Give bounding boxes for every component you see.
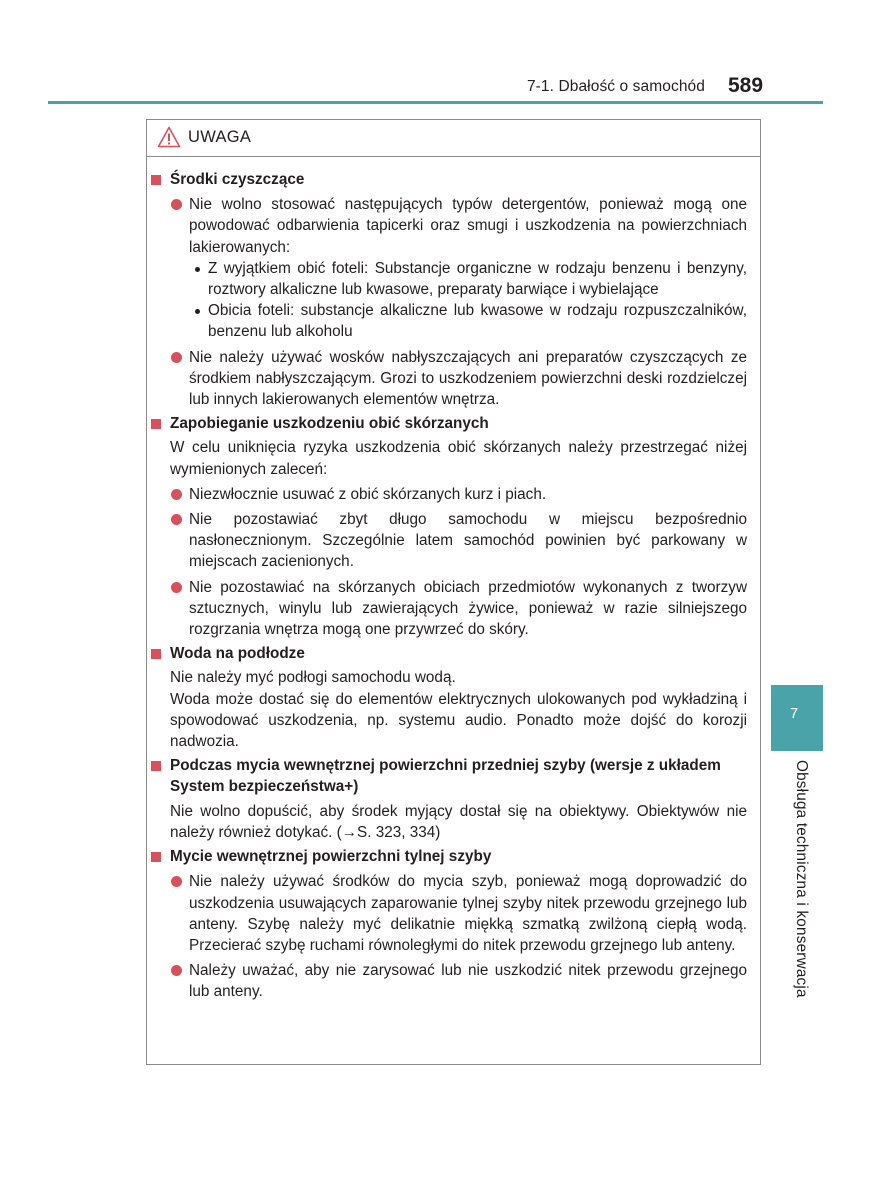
sub-list-item xyxy=(151,258,747,300)
section-heading-text: Zapobieganie uszkodzeniu obić skórzanych xyxy=(170,415,489,433)
small-bullet-icon xyxy=(195,267,200,272)
paragraph: W celu uniknięcia ryzyka uszkodzenia obić skórzanych należy przestrzegać niżej wymienionych zaleceń: xyxy=(170,439,747,478)
small-bullet-icon xyxy=(195,309,200,314)
chapter-title-vertical: Obsługa techniczna i konserwacja xyxy=(793,760,810,998)
section-heading-cleaning-agents xyxy=(151,169,747,190)
warning-title: UWAGA xyxy=(188,128,252,146)
section-heading-floor-water xyxy=(151,643,747,664)
section-heading-leather xyxy=(151,413,747,434)
paragraph: Nie wolno dopuścić, aby środek myjący dostał się na obiektywy. Obiektywów nie należy również dotykać. (→S. 323, 334) xyxy=(170,802,747,841)
header-section-title: 7-1. Dbałość o samochód xyxy=(526,78,705,95)
section-heading-text: Środki czyszczące xyxy=(170,171,305,188)
warning-header xyxy=(147,120,760,157)
square-bullet-icon xyxy=(151,649,161,659)
sub-list-item xyxy=(151,300,747,342)
list-item xyxy=(151,577,747,641)
list-item-text: Nie należy używać środków do mycia szyb, ponieważ mogą doprowadzić do uszkodzenia usuwających zaparowanie tylnej szyby nitek przewodu grzejnego lub anteny. Szybę należy myć delikatnie miękką szmatką zwilżoną ciepłą wodą. Przecierać szybę ruchami równoległymi do nitek przewodu grzejnego lub anteny. xyxy=(189,873,747,954)
sub-list-item-text: Z wyjątkiem obić foteli: Substancje organiczne w rodzaju benzenu i benzyny, roztwory alkaliczne lub kwasowe, preparaty barwiące i wybielające xyxy=(208,259,747,299)
circle-bullet-icon xyxy=(171,876,182,887)
warning-content xyxy=(151,166,747,1003)
list-item xyxy=(151,871,747,956)
list-item-text: Nie wolno stosować następujących typów detergentów, ponieważ mogą one powodować odbarwienia tapicerki oraz smugi i uszkodzenia na powierzchniach lakierowanych: xyxy=(189,196,747,256)
header-divider xyxy=(48,101,823,104)
square-bullet-icon xyxy=(151,761,161,771)
section-heading-text: Mycie wewnętrznej powierzchni tylnej szyby xyxy=(170,848,492,866)
section-heading-text: Podczas mycia wewnętrznej powierzchni przedniej szyby (wersje z układem System bezpieczeństwa+) xyxy=(170,757,721,796)
paragraph: Nie należy myć podłogi samochodu wodą. xyxy=(170,669,456,687)
circle-bullet-icon xyxy=(171,514,182,525)
square-bullet-icon xyxy=(151,852,161,862)
section-heading-rear-window xyxy=(151,846,747,867)
square-bullet-icon xyxy=(151,175,161,185)
list-item-text: Nie pozostawiać zbyt długo samochodu w miejscu bezpośrednio nasłonecznionym. Szczególnie latem samochód powinien być parkowany w miejscach zacienionych. xyxy=(189,511,747,571)
page-number: 589 xyxy=(728,74,764,97)
circle-bullet-icon xyxy=(171,582,182,593)
list-item xyxy=(151,347,747,411)
list-item-text: Nie pozostawiać na skórzanych obiciach przedmiotów wykonanych z tworzyw sztucznych, winylu lub zawierających żywice, ponieważ w razie silniejszego rozgrzania wnętrza mogą one przywrzeć do skóry. xyxy=(189,578,747,639)
circle-bullet-icon xyxy=(171,199,182,210)
circle-bullet-icon xyxy=(171,352,182,363)
circle-bullet-icon xyxy=(171,965,182,976)
chapter-number: 7 xyxy=(789,705,799,722)
circle-bullet-icon xyxy=(171,489,182,500)
list-item-text: Należy uważać, aby nie zarysować lub nie uszkodzić nitek przewodu grzejnego lub anteny. xyxy=(189,962,747,1001)
section-heading-front-windshield xyxy=(151,755,747,797)
chapter-tab xyxy=(771,685,823,751)
sub-list-item-text: Obicia foteli: substancje alkaliczne lub kwasowe w rodzaju rozpuszczalników, benzenu lub alkoholu xyxy=(208,302,747,341)
list-item xyxy=(151,194,747,258)
list-item-text: Nie należy używać wosków nabłyszczających ani preparatów czyszczących ze środkiem nabłyszczającym. Grozi to uszkodzeniem powierzchni deski rozdzielczej lub innych lakierowanych elementów wnętrza. xyxy=(189,348,747,409)
warning-triangle-icon xyxy=(157,126,181,148)
list-item xyxy=(151,484,747,505)
list-item-text: Niezwłocznie usuwać z obić skórzanych kurz i piach. xyxy=(189,485,547,503)
list-item xyxy=(151,509,747,573)
list-item xyxy=(151,960,747,1002)
section-heading-text: Woda na podłodze xyxy=(170,645,305,663)
square-bullet-icon xyxy=(151,419,161,429)
paragraph: Woda może dostać się do elementów elektrycznych ulokowanych pod wykładziną i spowodować uszkodzenia, np. systemu audio. Ponadto może dojść do korozji nadwozia. xyxy=(170,690,747,751)
